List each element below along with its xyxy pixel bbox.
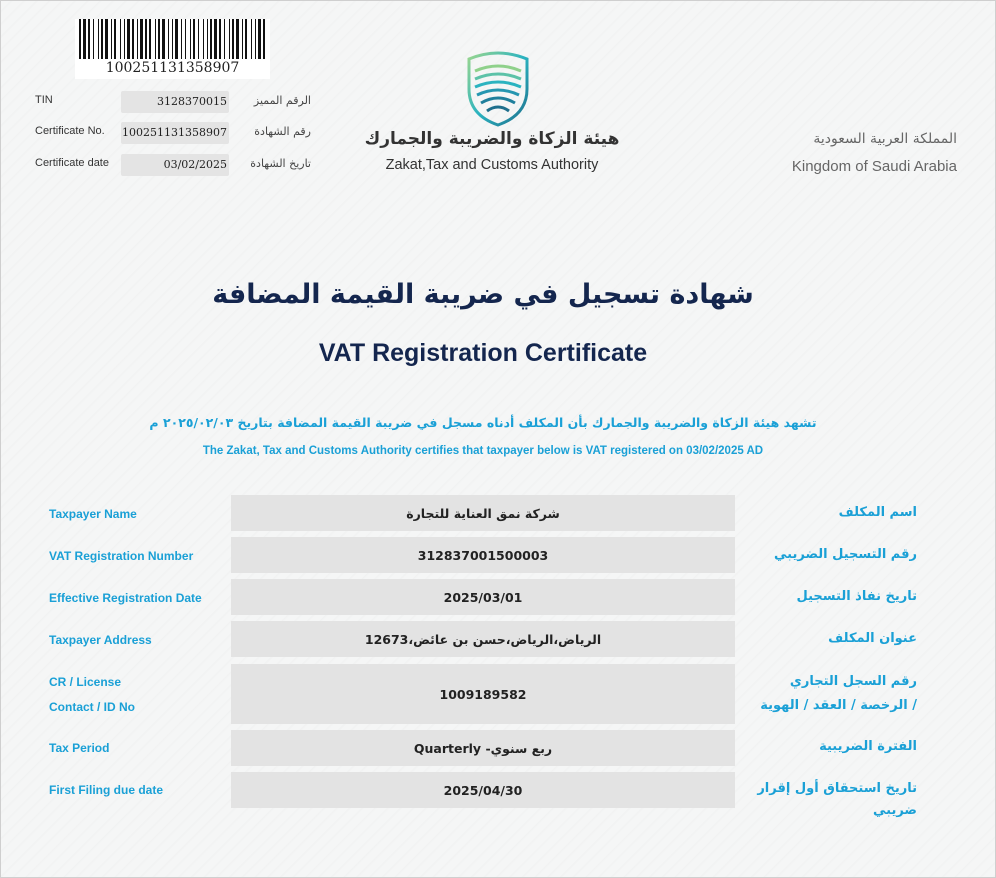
row-label-ar: تاريخ استحقاق أول إقرار (757, 781, 917, 796)
barcode-bar (93, 19, 94, 61)
barcode-bar (158, 19, 160, 61)
barcode-bar (101, 19, 103, 61)
taxpayer-address-row (1, 621, 996, 657)
authority-name-en: Zakat,Tax and Customs Authority (385, 157, 599, 173)
barcode-bar (190, 19, 191, 61)
tin-field (35, 91, 325, 113)
row-label-en: Tax Period (49, 741, 110, 755)
barcode-bar (219, 19, 221, 61)
cr-license-row (1, 664, 996, 724)
row-label-en: Taxpayer Address (49, 633, 152, 647)
barcode-bar (137, 19, 138, 61)
taxpayer-address-value: الرياض،الرياض،حسن بن عائض،12673 (231, 621, 735, 657)
kingdom-name-ar: المملكة العربية السعودية (813, 131, 957, 147)
row-label-en: CR / License (49, 675, 122, 689)
row-label-ar: رقم السجل التجاري (789, 674, 917, 689)
vat-number-value: 312837001500003 (231, 537, 735, 573)
barcode-bar (88, 19, 90, 61)
taxpayer-name-row (1, 495, 996, 531)
barcode-bar (224, 19, 225, 61)
row-label-en: Taxpayer Name (49, 507, 137, 521)
row-label-en: VAT Registration Number (49, 549, 194, 563)
certificate-number-label: Certificate No. (35, 125, 105, 137)
barcode-bar (210, 19, 212, 61)
barcode-bar (145, 19, 147, 61)
kingdom-name-en: Kingdom of Saudi Arabia (791, 158, 957, 175)
barcode-bar (236, 19, 239, 61)
tin-value: 3128370015 (121, 91, 229, 113)
barcode-bar (251, 19, 252, 61)
taxpayer-name-value: شركة نمق العناية للتجارة (231, 495, 735, 531)
effective-date-value: 2025/03/01 (231, 579, 735, 615)
barcode-bar (98, 19, 99, 61)
barcode-bar (181, 19, 182, 61)
certificate-title-ar: شهادة تسجيل في ضريبة القيمة المضافة (212, 279, 754, 310)
barcode-bar (255, 19, 256, 61)
barcode-bar (198, 19, 199, 61)
row-label-en: Effective Registration Date (49, 591, 202, 605)
barcode-bar (83, 19, 86, 61)
barcode-bar (232, 19, 234, 61)
cr-license-value: 1009189582 (231, 664, 735, 724)
barcode-bar (155, 19, 156, 61)
barcode-bar (120, 19, 121, 61)
barcode-bar (207, 19, 208, 61)
certificate-date-field (35, 154, 325, 176)
barcode-bar (229, 19, 230, 61)
barcode-bar (140, 19, 143, 61)
certificate-date-label-ar: تاريخ الشهادة (250, 157, 311, 170)
row-label-ar: الفترة الضريبية (819, 739, 917, 754)
barcode-bar (105, 19, 108, 61)
effective-date-row (1, 579, 996, 615)
first-filing-value: 2025/04/30 (231, 772, 735, 808)
row-label-ar: عنوان المكلف (828, 631, 917, 646)
tax-period-row (1, 730, 996, 766)
authority-name-ar: هيئة الزكاة والضريبة والجمارك (364, 129, 620, 149)
barcode-bar (168, 19, 169, 61)
barcode-bar (193, 19, 195, 61)
barcode-bar (132, 19, 134, 61)
row-label-ar-2: / الرخصة / العقد / الهوية (760, 698, 917, 713)
barcode-bar (172, 19, 173, 61)
vat-number-row (1, 537, 996, 573)
barcode (75, 19, 270, 79)
barcode-bar (185, 19, 186, 61)
first-filing-row (1, 772, 996, 818)
row-label-ar-2: ضريبي (873, 803, 917, 818)
barcode-bar (242, 19, 243, 61)
tax-period-value: ربع سنوي- Quarterly (231, 730, 735, 766)
barcode-bar (203, 19, 204, 61)
certificate-date-value: 03/02/2025 (121, 154, 229, 176)
certificate-number-value: 100251131358907 (121, 122, 229, 144)
certificate-title-en: VAT Registration Certificate (318, 339, 648, 367)
certificate-date-label: Certificate date (35, 157, 109, 169)
certification-statement-en: The Zakat, Tax and Customs Authority certifies that taxpayer below is VAT registered on 03/02/2025 AD (202, 445, 764, 457)
row-label-en: First Filing due date (49, 783, 164, 797)
barcode-bar (111, 19, 112, 61)
barcode-bar (149, 19, 151, 61)
barcode-bar (79, 19, 81, 61)
barcode-bar (127, 19, 130, 61)
barcode-bar (175, 19, 178, 61)
row-label-ar: تاريخ نفاذ التسجيل (796, 589, 917, 604)
barcode-bar (114, 19, 116, 61)
barcode-number: 100251131358907 (75, 59, 270, 77)
certificate-number-field (35, 122, 325, 144)
barcode-bar (245, 19, 247, 61)
barcode-bar (258, 19, 261, 61)
row-label-en-2: Contact / ID No (49, 700, 135, 714)
barcode-bar (124, 19, 125, 61)
barcode-bar (162, 19, 165, 61)
certification-statement-ar: تشهد هيئة الزكاة والضريبة والجمارك بأن المكلف أدناه مسجل في ضريبة القيمة المضافة بتاريخ ٢٠٢٥/٠٢/٠٣ م (149, 415, 817, 430)
row-label-ar: اسم المكلف (838, 505, 917, 520)
certificate-number-label-ar: رقم الشهادة (254, 125, 311, 138)
row-label-ar: رقم التسجيل الضريبي (774, 547, 917, 562)
tin-label-ar: الرقم المميز (253, 94, 311, 107)
tin-label: TIN (35, 94, 53, 106)
zatca-logo-icon (465, 49, 531, 127)
barcode-bar (214, 19, 217, 61)
barcode-bar (263, 19, 265, 61)
